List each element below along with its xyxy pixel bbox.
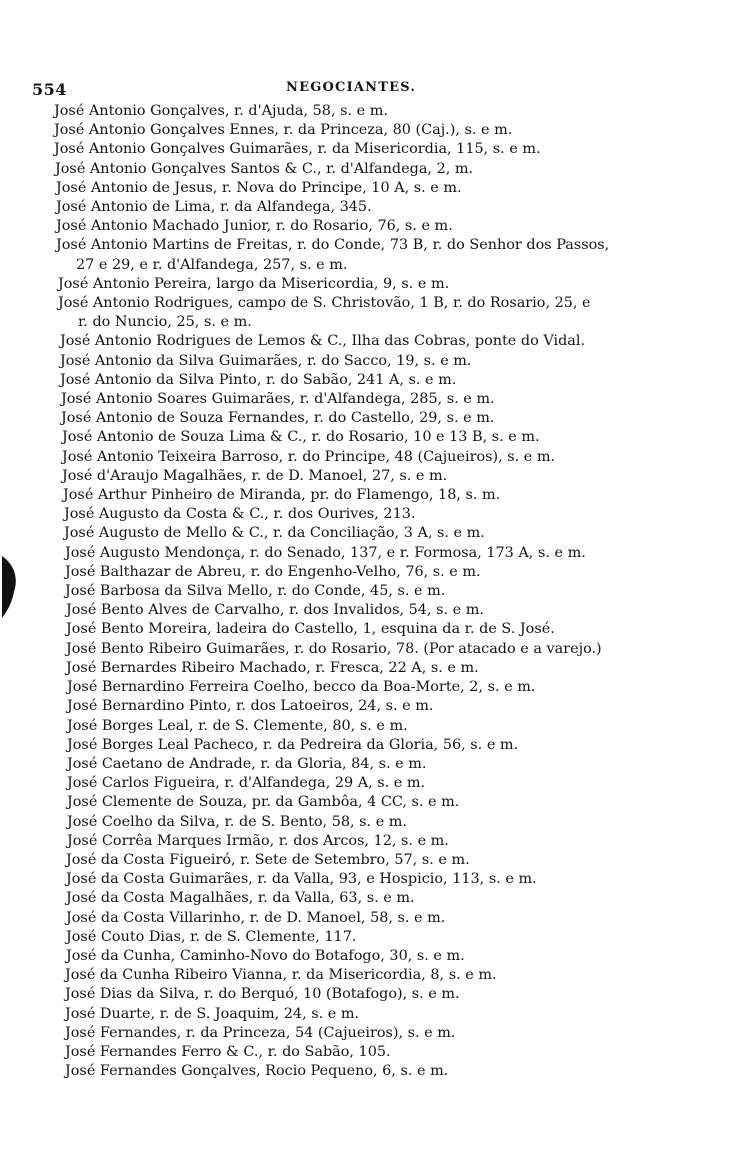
- entry-text: José Borges Leal Pacheco, r. da Pedreira da Gloria, 56, s. e m.: [67, 736, 519, 753]
- directory-entry: [0, 505, 736, 524]
- directory-entry: [0, 1005, 736, 1024]
- entry-text: José Balthazar de Abreu, r. do Engenho-Velho, 76, s. e m.: [65, 563, 481, 580]
- directory-entry: [0, 1062, 736, 1081]
- entry-text: José Duarte, r. de S. Joaquim, 24, s. e m.: [65, 1005, 360, 1022]
- directory-entry: [0, 371, 736, 390]
- entry-text: José Bernardes Ribeiro Machado, r. Fresca, 22 A, s. e m.: [66, 659, 479, 676]
- directory-entry: [0, 985, 736, 1004]
- directory-entry: [0, 217, 736, 236]
- entry-text: José Antonio Soares Guimarães, r. d'Alfandega, 285, s. e m.: [61, 391, 495, 408]
- entry-text: José Antonio Teixeira Barroso, r. do Principe, 48 (Cajueiros), s. e m.: [62, 448, 556, 465]
- directory-entry: [0, 1043, 736, 1062]
- directory-entry: [0, 524, 736, 543]
- directory-entry: [0, 275, 736, 294]
- directory-entry: [0, 813, 736, 832]
- entry-text: José Couto Dias, r. de S. Clemente, 117.: [66, 928, 357, 945]
- directory-entry: [0, 966, 736, 985]
- directory-entry: [0, 198, 736, 217]
- directory-entry: [0, 697, 736, 716]
- entry-text: José Antonio de Souza Lima & C., r. do Rosario, 10 e 13 B, s. e m.: [62, 429, 540, 446]
- entry-text: José Antonio Gonçalves Santos & C., r. d'Alfandega, 2, m.: [55, 160, 474, 177]
- entry-list: [0, 102, 736, 1081]
- directory-entry: [0, 179, 736, 198]
- directory-entry: [0, 409, 736, 428]
- directory-entry: [0, 717, 736, 736]
- entry-text: José Bento Moreira, ladeira do Castello, 1, esquina da r. de S. José.: [66, 621, 555, 638]
- entry-text: José Antonio Rodrigues de Lemos & C., Ilha das Cobras, ponte do Vidal.: [60, 333, 586, 350]
- directory-entry: [0, 774, 736, 793]
- entry-text: José Fernandes, r. da Princeza, 54 (Cajueiros), s. e m.: [65, 1024, 456, 1041]
- entry-text: José Borges Leal, r. de S. Clemente, 80, s. e m.: [67, 717, 408, 734]
- entry-text: José Antonio de Souza Fernandes, r. do Castello, 29, s. e m.: [61, 410, 495, 427]
- directory-entry: [0, 140, 736, 159]
- directory-entry: [0, 851, 736, 870]
- directory-entry: [0, 620, 736, 639]
- directory-entry: [0, 601, 736, 620]
- entry-text: José Antonio da Silva Pinto, r. do Sabão, 241 A, s. e m.: [60, 371, 457, 388]
- entry-text: José Augusto da Costa & C., r. dos Ourives, 213.: [64, 506, 416, 523]
- directory-entry: [0, 467, 736, 486]
- directory-entry: [0, 563, 736, 582]
- entry-text: José Bento Alves de Carvalho, r. dos Invalidos, 54, s. e m.: [66, 602, 484, 619]
- directory-entry: [0, 870, 736, 889]
- directory-entry: [0, 428, 736, 447]
- entry-text: José Dias da Silva, r. do Berquó, 10 (Botafogo), s. e m.: [65, 986, 460, 1003]
- directory-entry: [0, 486, 736, 505]
- directory-entry: [0, 793, 736, 812]
- entry-text: José Fernandes Gonçalves, Rocio Pequeno, 6, s. e m.: [65, 1063, 449, 1080]
- entry-text: José da Costa Figueiró, r. Sete de Setembro, 57, s. e m.: [66, 851, 470, 868]
- directory-entry: [0, 928, 736, 947]
- entry-text: José da Costa Villarinho, r. de D. Manoel, 58, s. e m.: [66, 909, 446, 926]
- entry-text: José Antonio Rodrigues, campo de S. Christovão, 1 B, r. do Rosario, 25, e: [58, 295, 591, 312]
- running-head: NEGOCIANTES.: [286, 80, 417, 95]
- page-number: 554: [32, 80, 67, 99]
- entry-text: José Antonio da Silva Guimarães, r. do Sacco, 19, s. e m.: [60, 352, 472, 369]
- directory-entry: [0, 582, 736, 601]
- entry-text: José d'Araujo Magalhães, r. de D. Manoel, 27, s. e m.: [62, 467, 448, 484]
- entry-text: José Corrêa Marques Irmão, r. dos Arcos, 12, s. e m.: [67, 832, 449, 849]
- entry-text: José Antonio Gonçalves Ennes, r. da Princeza, 80 (Caj.), s. e m.: [54, 122, 513, 139]
- directory-entry: [0, 236, 736, 274]
- entry-text: José Antonio de Lima, r. da Alfandega, 345.: [56, 199, 372, 216]
- directory-entry: [0, 121, 736, 140]
- directory-entry: [0, 832, 736, 851]
- entry-text: José Carlos Figueira, r. d'Alfandega, 29 A, s. e m.: [67, 775, 426, 792]
- directory-entry: [0, 160, 736, 179]
- entry-text: José da Cunha, Caminho-Novo do Botafogo, 30, s. e m.: [66, 947, 465, 964]
- entry-text: José da Costa Magalhães, r. da Valla, 63, s. e m.: [66, 890, 415, 907]
- entry-text: José Antonio Gonçalves Guimarães, r. da Misericordia, 115, s. e m.: [54, 141, 541, 158]
- entry-text: José Antonio Gonçalves, r. d'Ajuda, 58, s. e m.: [54, 103, 388, 119]
- entry-continuation: 27 e 29, e r. d'Alfandega, 257, s. e m.: [76, 256, 348, 273]
- entry-text: José da Cunha Ribeiro Vianna, r. da Misericordia, 8, s. e m.: [65, 967, 497, 984]
- directory-entry: [0, 390, 736, 409]
- directory-entry: [0, 544, 736, 563]
- directory-entry: [0, 678, 736, 697]
- directory-entry: [0, 102, 736, 121]
- directory-entry: [0, 889, 736, 908]
- entry-text: José Antonio Martins de Freitas, r. do Conde, 73 B, r. do Senhor dos Passos,: [56, 237, 610, 254]
- directory-entry: [0, 659, 736, 678]
- directory-entry: [0, 352, 736, 371]
- entry-text: José Bento Ribeiro Guimarães, r. do Rosario, 78. (Por atacado e a varejo.): [66, 640, 602, 657]
- entry-text: José Coelho da Silva, r. de S. Bento, 58, s. e m.: [67, 813, 407, 830]
- directory-entry: [0, 736, 736, 755]
- directory-entry: [0, 294, 736, 332]
- directory-entry: [0, 332, 736, 351]
- entry-text: José Antonio Pereira, largo da Misericordia, 9, s. e m.: [58, 275, 450, 292]
- directory-entry: [0, 1024, 736, 1043]
- directory-entry: [0, 448, 736, 467]
- directory-entry: [0, 755, 736, 774]
- directory-entry: [0, 947, 736, 966]
- directory-entry: [0, 640, 736, 659]
- entry-text: José Augusto de Mello & C., r. da Conciliação, 3 A, s. e m.: [64, 525, 485, 542]
- entry-text: José Clemente de Souza, pr. da Gambôa, 4 CC, s. e m.: [67, 794, 460, 811]
- entry-continuation: r. do Nuncio, 25, s. e m.: [78, 314, 252, 331]
- entry-text: José Fernandes Ferro & C., r. do Sabão, 105.: [65, 1043, 391, 1060]
- entry-text: José Caetano de Andrade, r. da Gloria, 84, s. e m.: [67, 755, 427, 772]
- entry-text: José Antonio Machado Junior, r. do Rosario, 76, s. e m.: [56, 218, 453, 235]
- entry-text: José Arthur Pinheiro de Miranda, pr. do Flamengo, 18, s. m.: [63, 487, 501, 504]
- entry-text: José Barbosa da Silva Mello, r. do Conde, 45, s. e m.: [65, 583, 446, 600]
- entry-text: José Augusto Mendonça, r. do Senado, 137, e r. Formosa, 173 A, s. e m.: [65, 544, 586, 561]
- directory-entry: [0, 909, 736, 928]
- entry-text: José Bernardino Ferreira Coelho, becco da Boa-Morte, 2, s. e m.: [67, 679, 536, 696]
- entry-text: José Bernardino Pinto, r. dos Latoeiros, 24, s. e m.: [67, 698, 434, 715]
- entry-text: José da Costa Guimarães, r. da Valla, 93, e Hospicio, 113, s. e m.: [66, 871, 537, 888]
- entry-text: José Antonio de Jesus, r. Nova do Principe, 10 A, s. e m.: [56, 179, 462, 196]
